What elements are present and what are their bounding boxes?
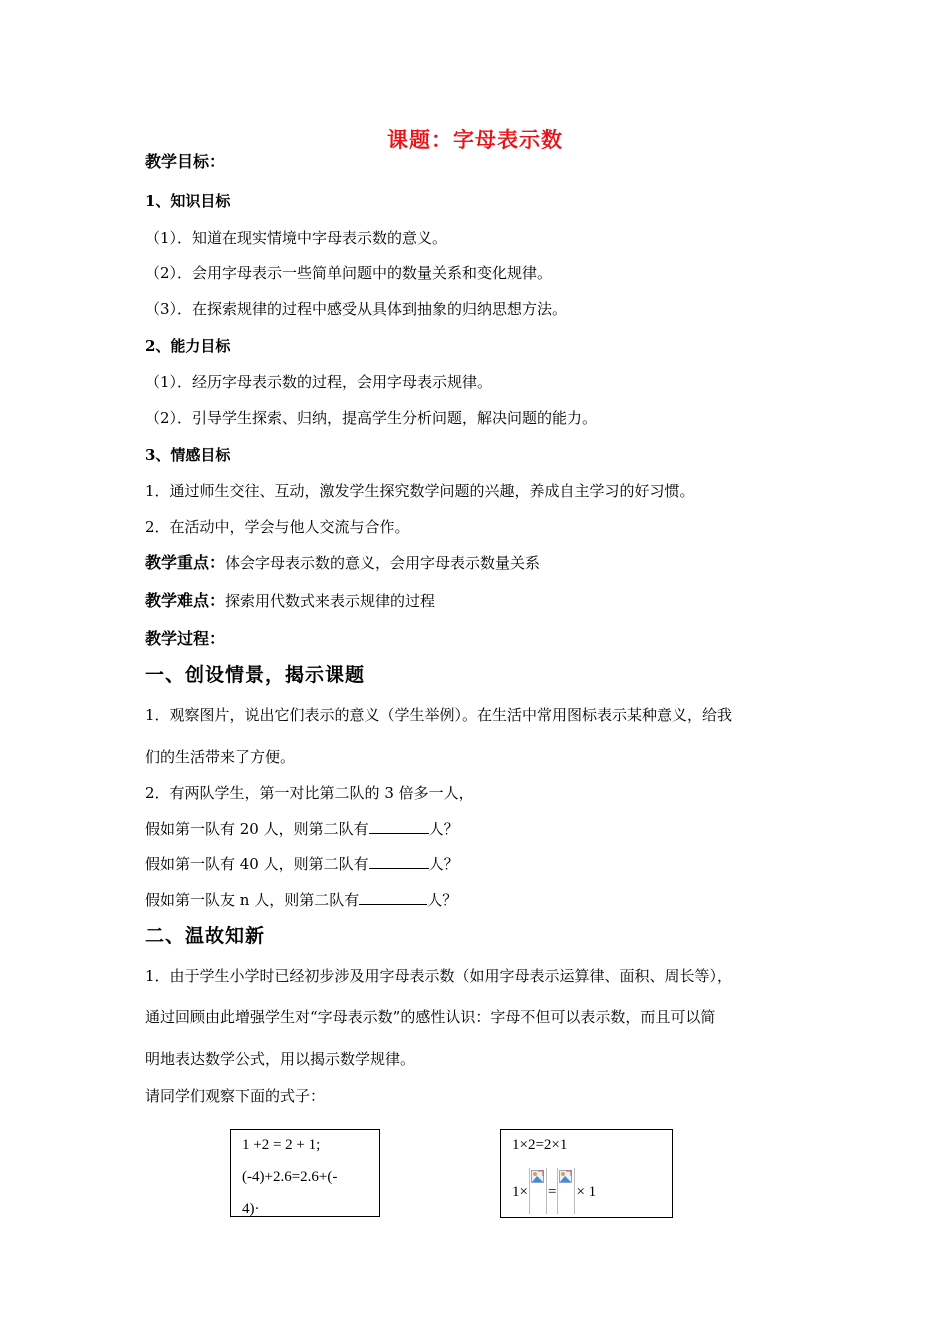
question-1-unit: 人？ xyxy=(428,820,459,838)
formula-left-line-1: 1 +2 = 2 + 1; xyxy=(242,1137,321,1153)
formula-right-line-1: 1×2=2×1 xyxy=(512,1137,568,1153)
broken-image-icon xyxy=(531,1170,544,1183)
question-2-unit: 人？ xyxy=(428,855,459,873)
difficulty-label: 教学难点： xyxy=(145,591,226,610)
image-placeholder-2 xyxy=(557,1168,575,1214)
key-point xyxy=(145,553,540,573)
key-point-label: 教学重点： xyxy=(145,553,226,572)
section2-p1-line2: 通过回顾由此增强学生对“字母表示数”的感性认识：字母不但可以表示数，而且可以简 xyxy=(145,1008,716,1026)
question-2-text: 假如第一队有 40 人，则第二队有 xyxy=(145,855,369,873)
ability-item-2: （2）．引导学生探索、归纳，提高学生分析问题，解决问题的能力。 xyxy=(145,409,598,427)
emotion-heading: 3、情感目标 xyxy=(145,446,231,464)
section2-p1-line1: 1．由于学生小学时已经初步涉及用字母表示数（如用字母表示运算律、面积、周长等）， xyxy=(145,967,733,985)
formula-box-right xyxy=(500,1129,673,1218)
emotion-item-1: 1．通过师生交往、互动，激发学生探究数学问题的兴趣，养成自主学习的好习惯。 xyxy=(145,482,695,500)
formula-right-part-b: = xyxy=(547,1184,557,1200)
objectives-heading: 教学目标： xyxy=(145,152,226,171)
ability-item-1: （1）．经历字母表示数的过程，会用字母表示规律。 xyxy=(145,373,493,391)
section1-p2: 2．有两队学生，第一对比第二队的 3 倍多一人， xyxy=(145,784,474,802)
difficulty xyxy=(145,591,435,611)
formula-right-line-2 xyxy=(512,1168,596,1214)
question-3-text: 假如第一队友 n 人，则第二队有 xyxy=(145,891,360,909)
knowledge-heading: 1、知识目标 xyxy=(145,192,231,210)
knowledge-item-2: （2）．会用字母表示一些简单问题中的数量关系和变化规律。 xyxy=(145,264,553,282)
ability-heading: 2、能力目标 xyxy=(145,337,231,355)
process-heading: 教学过程： xyxy=(145,629,226,648)
question-3 xyxy=(145,890,457,910)
formula-left-line-3: 4)· xyxy=(242,1201,260,1217)
section2-p1-line3: 明地表达数学公式，用以揭示数学规律。 xyxy=(145,1050,416,1068)
image-placeholder-1 xyxy=(529,1168,547,1214)
section2-heading: 二、温故知新 xyxy=(145,925,266,947)
formula-box-left xyxy=(230,1129,380,1217)
question-2 xyxy=(145,854,459,874)
question-1 xyxy=(145,819,459,839)
answer-blank-2[interactable] xyxy=(369,854,429,869)
question-3-unit: 人？ xyxy=(427,891,458,909)
key-point-text: 体会字母表示数的意义，会用字母表示数量关系 xyxy=(225,554,541,572)
knowledge-item-3: （3）．在探索规律的过程中感受从具体到抽象的归纳思想方法。 xyxy=(145,300,568,318)
section2-p2: 请同学们观察下面的式子： xyxy=(145,1087,326,1105)
broken-image-icon xyxy=(559,1170,572,1183)
formula-right-part-c: × 1 xyxy=(576,1184,597,1200)
answer-blank-3[interactable] xyxy=(359,890,427,905)
formula-right-part-a: 1× xyxy=(512,1184,528,1200)
knowledge-item-1: （1）．知道在现实情境中字母表示数的意义。 xyxy=(145,229,448,247)
answer-blank-1[interactable] xyxy=(369,819,429,834)
emotion-item-2: 2．在活动中，学会与他人交流与合作。 xyxy=(145,518,410,536)
page-title: 课题：字母表示数 xyxy=(387,127,563,152)
difficulty-text: 探索用代数式来表示规律的过程 xyxy=(225,592,436,610)
question-1-text: 假如第一队有 20 人，则第二队有 xyxy=(145,820,369,838)
section1-p1-line1: 1．观察图片，说出它们表示的意义（学生举例）。在生活中常用图标表示某种意义，给我 xyxy=(145,706,733,724)
formula-left-line-2: (-4)+2.6=2.6+(- xyxy=(242,1169,338,1185)
section1-p1-line2: 们的生活带来了方便。 xyxy=(145,748,296,766)
section1-heading: 一、创设情景，揭示课题 xyxy=(145,664,366,686)
